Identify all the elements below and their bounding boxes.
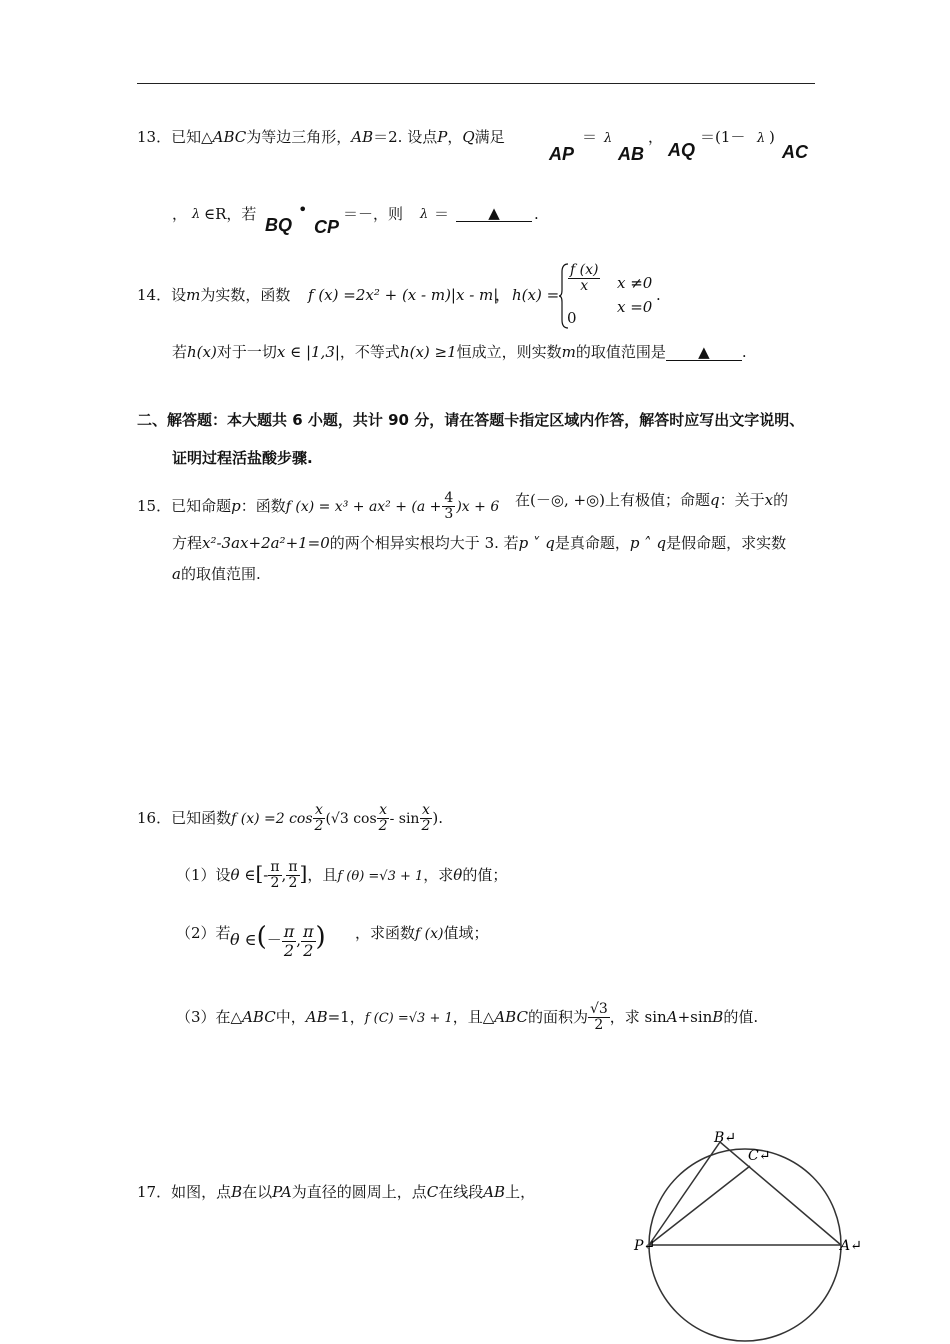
q14-hx: h(x) = [512, 286, 560, 304]
frac-num: π [283, 921, 295, 941]
q15-line1 [137, 491, 499, 523]
q17-text: 上， [505, 1183, 536, 1201]
q16-text: ，求函数 [355, 924, 416, 942]
frac-den: 2 [270, 875, 280, 892]
q16-fx-c: - sin [389, 810, 420, 827]
frac-num: √3 [589, 1001, 608, 1017]
q17-text: 为直径的圆周上，点 [291, 1183, 427, 1201]
q16-frac1 [313, 803, 326, 835]
q14-l2-m: m [561, 343, 576, 361]
q14-case2-cond: x =0 [617, 298, 653, 316]
q13-lambda2: λ [757, 131, 766, 146]
q16-abc2: ABC [494, 1007, 528, 1026]
vector-ap: AP [549, 144, 575, 164]
q16-p3-frac [588, 1002, 610, 1034]
segment-pb [649, 1142, 720, 1245]
q16-part3 [176, 1002, 758, 1034]
q14-number: 14．设 [137, 286, 187, 304]
frac-num: x [379, 802, 388, 818]
section2-line2: 证明过程活盐酸步骤. [172, 449, 313, 467]
q13-paren: ) [769, 128, 775, 146]
q17-pa: PA [272, 1183, 292, 1201]
segment-ba [720, 1142, 841, 1245]
frac-den: 2 [303, 940, 314, 960]
q16-theta: θ ∈ [230, 865, 256, 884]
q16-text: ，且△ [452, 1007, 495, 1026]
q16-text: =1， [327, 1007, 365, 1026]
q13-answer-blank [456, 206, 532, 222]
frac-den: 2 [378, 818, 388, 835]
frac-den: 2 [594, 1017, 604, 1034]
q15-text: 的 [773, 491, 789, 509]
q16-B: B [712, 1007, 724, 1026]
q13-l2-lambda2: λ [420, 207, 429, 222]
q13-l2-inR: ∈R，若 [204, 205, 257, 223]
q15-frac-num: 4 [444, 490, 454, 506]
q14-text: 对于一切 [216, 343, 277, 361]
q16-fx-d: ). [432, 808, 443, 827]
label-p: P↵ [634, 1238, 656, 1254]
vector-aq: AQ [668, 140, 695, 160]
q16-sep: , [296, 931, 302, 949]
q16-text: （1）设 [176, 865, 231, 884]
label-a: A↵ [840, 1238, 862, 1254]
q15-p: p [231, 496, 241, 515]
q16-text: +sin [677, 1007, 713, 1026]
q16-text: ，求 sin [609, 1007, 667, 1026]
q13-text: 为等边三角形， [246, 128, 352, 146]
frac-num: π [270, 859, 280, 875]
q15-text: 的取值范围. [180, 565, 261, 583]
q16-part2 [176, 924, 231, 942]
q16-fx: f (x) [415, 926, 444, 942]
label-c: C↵ [748, 1148, 771, 1164]
q16-part2-math [230, 922, 326, 959]
q14-l2-ineq: h(x) ≥1 [399, 343, 457, 361]
q14-text: 的取值范围是 [575, 343, 666, 361]
q16-theta: θ ∈ [230, 930, 257, 949]
q17-b: B [231, 1183, 243, 1201]
q13-l2-start: ， [172, 205, 188, 223]
q13-text: ＝2. 设点 [373, 128, 438, 146]
q13-lambda: λ [604, 131, 613, 146]
q15-x: x [764, 491, 774, 509]
q16-part1 [176, 860, 507, 892]
q13-end: . [534, 205, 539, 223]
q16-sep: , [281, 865, 287, 884]
frac-num: π [288, 859, 298, 875]
q15-frac-den: 3 [444, 506, 454, 523]
q13-line1 [137, 128, 505, 146]
q13-q: Q [462, 128, 475, 146]
q13-comma2: ， [648, 128, 664, 146]
q14-end: . [741, 343, 747, 361]
q16-p2-frac-b [301, 923, 316, 959]
q15-l2-eq: x²-3ax+2a²+1=0 [202, 534, 330, 552]
q16-text: ，求 [423, 865, 454, 884]
q14-m: m [186, 286, 201, 304]
q14-text: 恒成立，则实数 [456, 343, 562, 361]
frac-num: π [303, 921, 314, 941]
q14-l2-x: x ∈ |1,3| [276, 343, 340, 361]
q14-text: ，不等式 [339, 343, 400, 361]
header-rule [137, 83, 815, 84]
q16-minus: - [263, 865, 269, 884]
q16-ab: AB [305, 1007, 328, 1026]
q14-l2-hx: h(x) [187, 343, 217, 361]
q14-text: 为实数，函数 [200, 286, 291, 304]
q16-frac2 [377, 803, 390, 835]
bracket-right: ] [299, 860, 308, 885]
q17-text: 在线段 [438, 1183, 484, 1201]
dot-product: • [298, 200, 308, 219]
q16-fx-b: (√3 cos [325, 810, 377, 827]
q16-p2-frac-a [282, 923, 297, 959]
q15-a: a [172, 565, 181, 583]
q16-p1-frac-b [286, 860, 299, 892]
paren-right: ) [315, 922, 326, 952]
q16-text: 的值； [462, 865, 508, 884]
q16-abc: ABC [242, 1007, 276, 1026]
q16-theta2: θ [453, 865, 463, 884]
vector-cp: CP [314, 217, 340, 237]
q15-text: 的两个相异实根均大于 3. 若 [329, 534, 519, 552]
q14-case1-den: x [580, 278, 589, 295]
q17-ab: AB [483, 1183, 506, 1201]
vector-bq: BQ [265, 215, 292, 235]
answer-triangle-icon: ▲ [698, 343, 710, 361]
q15-q: q [710, 491, 720, 509]
segment-pc [649, 1166, 750, 1245]
q13-number: 13．已知△ [137, 128, 213, 146]
q16-part2-tail [355, 924, 488, 943]
q14-period: . [656, 286, 661, 304]
paren-left: ( [256, 922, 267, 952]
frac-den: 2 [288, 875, 298, 892]
q15-text: 在(－◎, +◎)上有极值；命题 [515, 491, 710, 509]
q16-number: 16．已知函数 [137, 808, 232, 827]
q15-text: 是假命题，求实数 [666, 534, 787, 552]
q16-text: （3）在△ [176, 1007, 243, 1026]
q14-case1-frac [568, 263, 600, 295]
q15-line1b [515, 491, 788, 509]
bracket-left: [ [255, 860, 264, 885]
q17-c: C [426, 1183, 439, 1201]
q14-case1-cond: x ≠0 [617, 274, 653, 292]
q16-text: 值域； [443, 924, 489, 942]
q15-text: 方程 [172, 534, 203, 552]
q14-line2 [172, 343, 747, 361]
q15-fx-a: f (x) = x³ + ax² + (a + [285, 498, 442, 515]
q13-l2-lambda: λ [192, 207, 201, 222]
q15-text: ：关于 [719, 491, 765, 509]
frac-den: 2 [421, 818, 431, 835]
q13-eq2: ＝(1－ [700, 128, 746, 146]
q13-text: ， [447, 128, 463, 146]
q16-line1 [137, 803, 443, 835]
q16-text: 的值. [723, 1007, 759, 1026]
q16-p1-frac-a [268, 860, 281, 892]
vector-ab: AB [618, 144, 644, 164]
q16-fc: f (C) =√3 + 1 [364, 1010, 453, 1026]
frac-num: x [315, 802, 323, 818]
frac-num: x [421, 802, 430, 818]
q17-figure [628, 1128, 868, 1344]
q17-number: 17．如图，点 [137, 1183, 232, 1201]
q13-eq1: ＝ [582, 128, 598, 146]
q16-text: （2）若 [176, 924, 231, 942]
q15-text: ：函数 [240, 496, 286, 515]
q15-fx-b: )x + 6 [456, 498, 500, 515]
q14-case1-num: f (x) [570, 262, 599, 278]
q17-text: 在以 [242, 1183, 273, 1201]
q16-minus: － [266, 931, 282, 949]
q13-abc: ABC [212, 128, 247, 146]
q16-frac3 [419, 803, 432, 835]
q16-fx-a: f (x) =2 cos [231, 810, 313, 827]
q15-text: 是真命题， [554, 534, 630, 552]
q16-A: A [666, 1007, 678, 1026]
q13-l2-eq2: ＝ [434, 205, 450, 223]
q16-text: 的面积为 [527, 1007, 588, 1026]
frac-den: 2 [314, 818, 324, 835]
frac-den: 2 [283, 940, 295, 960]
q14-case2-val: 0 [567, 309, 577, 327]
q14-line1 [137, 286, 290, 304]
vector-ac: AC [782, 142, 808, 162]
q16-text: 中， [275, 1007, 306, 1026]
q16-text: ，且 [307, 865, 338, 884]
section2-line1: 二、解答题：本大题共 6 小题，共计 90 分，请在答题卡指定区域内作答，解答时应写出文字说明、 [137, 411, 805, 429]
q17-line1 [137, 1183, 535, 1201]
q13-l2-eq: ＝－，则 [343, 205, 404, 223]
answer-triangle-icon: ▲ [488, 204, 500, 222]
q15-p-or-q: p ˅ q [518, 534, 555, 552]
label-b: B↵ [714, 1130, 737, 1146]
q16-ftheta: f (θ) =√3 + 1 [337, 868, 424, 884]
q15-number: 15．已知命题 [137, 496, 232, 515]
q13-ab: AB [351, 128, 374, 146]
q15-line3 [172, 565, 261, 583]
q14-text: 若 [172, 343, 188, 361]
q15-p-and-q: p ˄ q [629, 534, 667, 552]
q14-answer-blank [666, 345, 742, 361]
q13-text: 满足 [474, 128, 505, 146]
q13-p: P [437, 128, 448, 146]
q15-line2 [172, 534, 786, 552]
q15-frac [442, 491, 455, 523]
q14-fx: f (x) =2x² + (x - m)|x - m| [308, 286, 499, 304]
q14-comma: ， [495, 286, 511, 304]
